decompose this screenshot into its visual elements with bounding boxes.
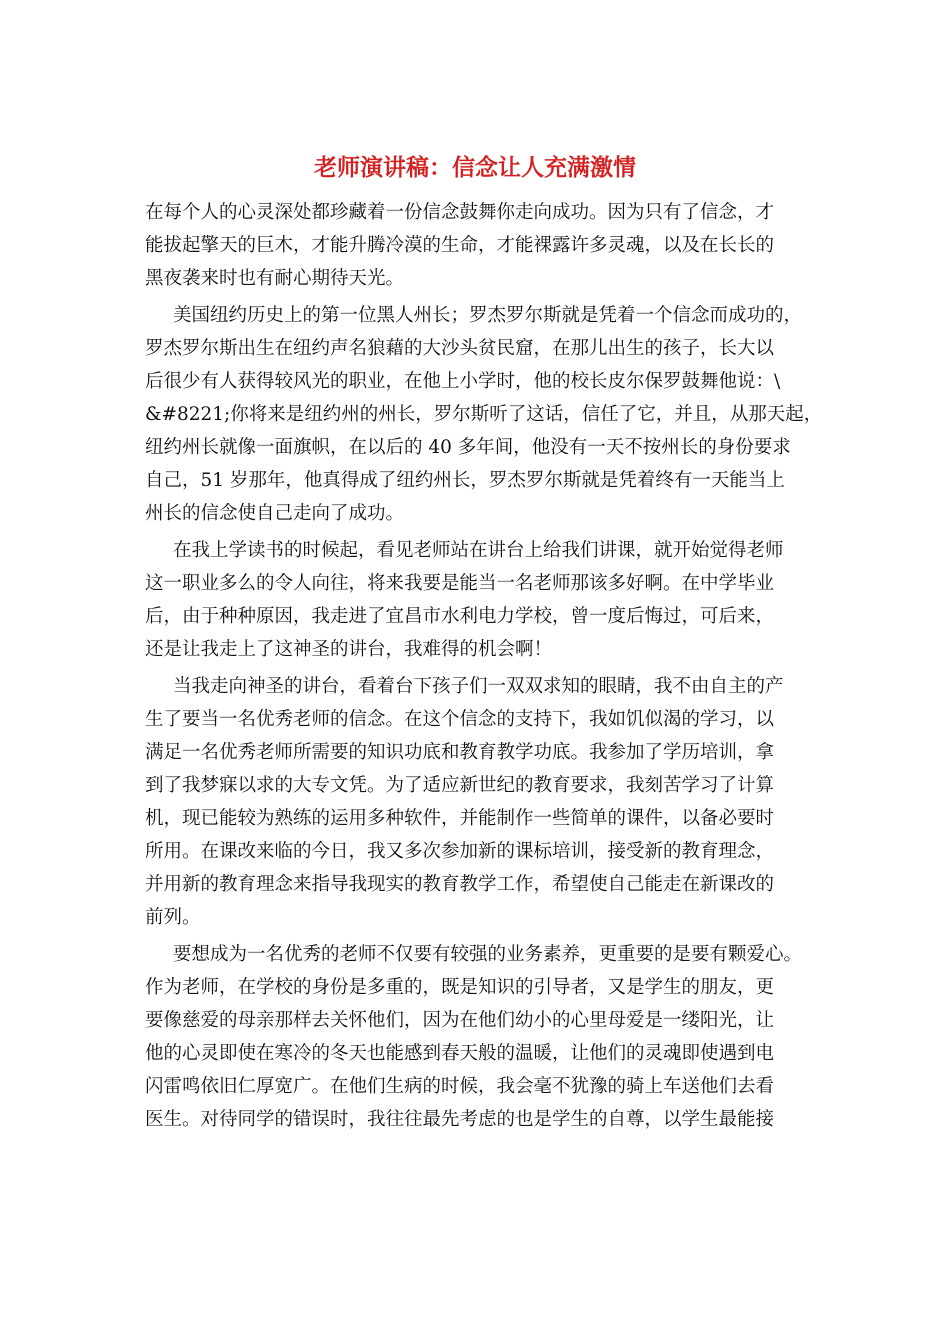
- text-line: 他的心灵即使在寒冷的冬天也能感到春天般的温暖，让他们的灵魂即使遇到电: [145, 1043, 775, 1064]
- text-line: 要像慈爱的母亲那样去关怀他们，因为在他们幼小的心里母爱是一缕阳光，让: [145, 1010, 775, 1031]
- paragraph: [145, 196, 825, 295]
- text-line: 作为老师，在学校的身份是多重的，既是知识的引导者，又是学生的朋友，更: [145, 977, 775, 998]
- text-line: 要想成为一名优秀的老师不仅要有较强的业务素养，更重要的是要有颗爱心。: [173, 944, 803, 965]
- text-line: 自己，51 岁那年，他真得成了纽约州长，罗杰罗尔斯就是凭着终有一天能当上: [145, 470, 785, 491]
- text-line: 所用。在课改来临的今日，我又多次参加新的课标培训，接受新的教育理念，: [145, 841, 775, 862]
- paragraph: [145, 534, 825, 666]
- paragraph: [145, 670, 825, 934]
- text-line: 后，由于种种原因，我走进了宜昌市水利电力学校，曾一度后悔过，可后来，: [145, 606, 775, 627]
- text-line: 闪雷鸣依旧仁厚宽广。在他们生病的时候，我会毫不犹豫的骑上车送他们去看: [145, 1076, 775, 1097]
- text-line: 并用新的教育理念来指导我现实的教育教学工作，希望使自己能走在新课改的: [145, 874, 775, 895]
- text-line: 当我走向神圣的讲台，看着台下孩子们一双双求知的眼睛，我不由自主的产: [173, 676, 784, 697]
- text-line: 州长的信念使自己走向了成功。: [145, 503, 405, 524]
- text-line: 在每个人的心灵深处都珍藏着一份信念鼓舞你走向成功。因为只有了信念，才: [145, 202, 775, 223]
- text-line: 到了我梦寐以求的大专文凭。为了适应新世纪的教育要求，我刻苦学习了计算: [145, 775, 775, 796]
- document-title: 老师演讲稿：信念让人充满激情: [314, 154, 636, 181]
- text-line: 纽约州长就像一面旗帜，在以后的 40 多年间，他没有一天不按州长的身份要求: [145, 437, 791, 458]
- text-line: 罗杰罗尔斯出生在纽约声名狼藉的大沙头贫民窟，在那儿出生的孩子，长大以: [145, 338, 775, 359]
- text-line: 机，现已能较为熟练的运用多种软件，并能制作一些简单的课件，以备必要时: [145, 808, 775, 829]
- document-body: [145, 196, 825, 1136]
- text-line: 在我上学读书的时候起，看见老师站在讲台上给我们讲课，就开始觉得老师: [173, 540, 784, 561]
- text-line: 前列。: [145, 907, 201, 928]
- text-line: 能拔起擎天的巨木，才能升腾冷漠的生命，才能裸露许多灵魂，以及在长长的: [145, 235, 775, 256]
- text-line: 这一职业多么的令人向往，将来我要是能当一名老师那该多好啊。在中学毕业: [145, 573, 775, 594]
- text-line: 黑夜袭来时也有耐心期待天光。: [145, 268, 405, 289]
- text-line: &#8221;你将来是纽约州的州长，罗尔斯听了这话，信任了它，并且，从那天起，: [145, 404, 823, 425]
- text-line: 医生。对待同学的错误时，我往往最先考虑的也是学生的自尊，以学生最能接: [145, 1109, 775, 1130]
- text-line: 美国纽约历史上的第一位黑人州长；罗杰罗尔斯就是凭着一个信念而成功的，: [173, 305, 803, 326]
- paragraph: [145, 299, 825, 530]
- paragraph: [145, 938, 825, 1136]
- text-line: 生了要当一名优秀老师的信念。在这个信念的支持下，我如饥似渴的学习，以: [145, 709, 775, 730]
- text-line: 还是让我走上了这神圣的讲台，我难得的机会啊！: [145, 639, 553, 660]
- text-line: 满足一名优秀老师所需要的知识功底和教育教学功底。我参加了学历培训，拿: [145, 742, 775, 763]
- text-line: 后很少有人获得较风光的职业，在他上小学时，他的校长皮尔保罗鼓舞他说：\: [145, 371, 781, 392]
